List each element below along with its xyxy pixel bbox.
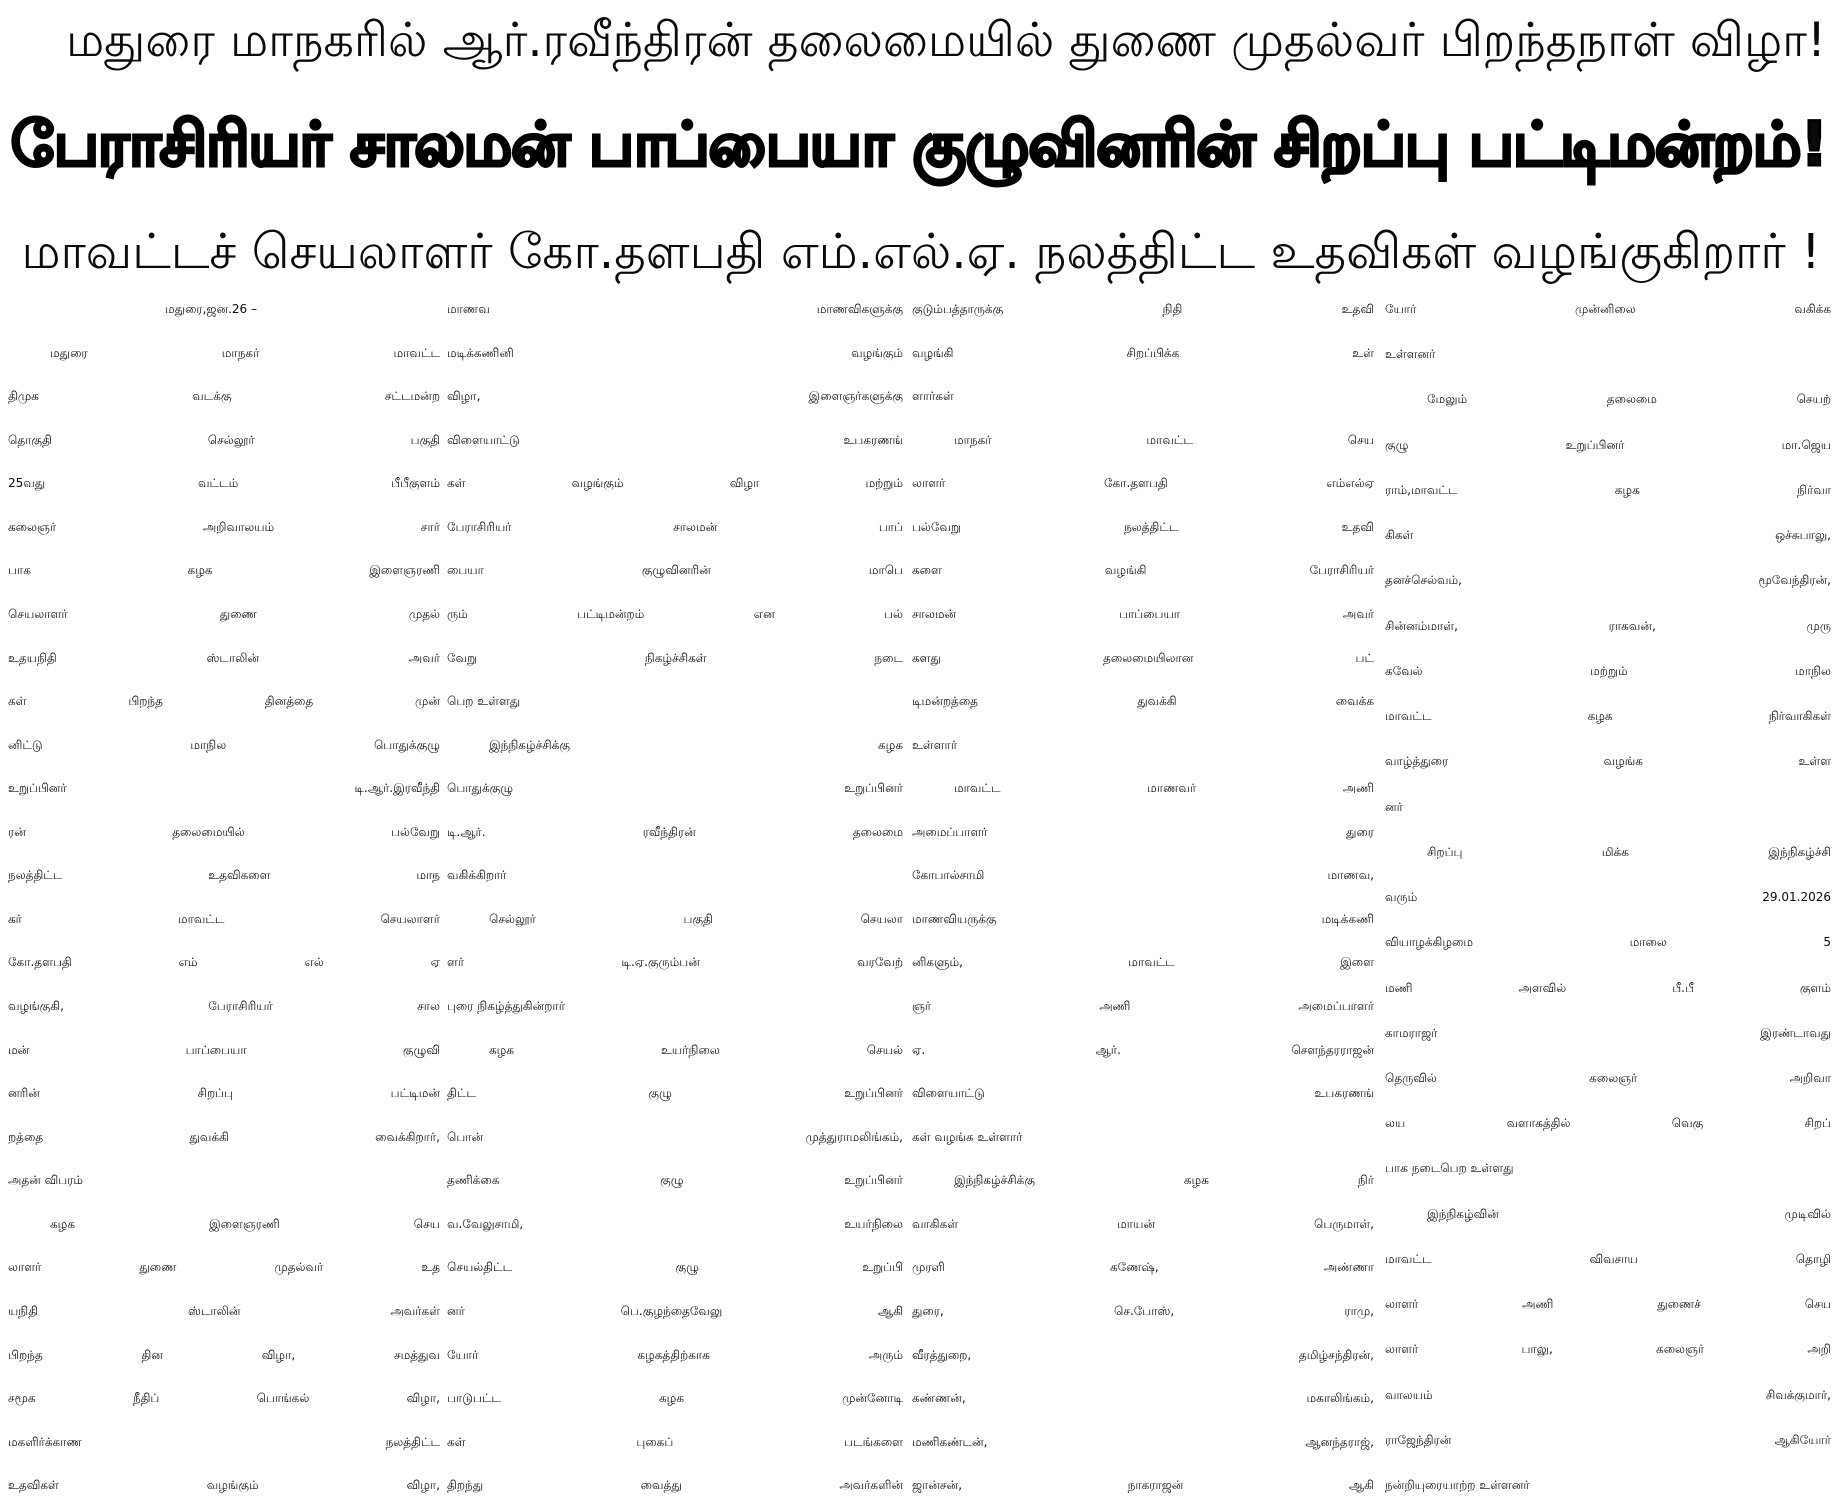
- text-line: லாளர் கோ.தளபதி எம்எல்ஏ: [912, 476, 1374, 491]
- text-line: விளையாட்டு உபகரணங்: [912, 1086, 1374, 1101]
- text-line: செல்லூர் பகுதி செயலா: [489, 911, 903, 926]
- text-line: தனச்செல்வம், மூவேந்திரன்,: [1385, 573, 1831, 588]
- text-line: பொன் முத்துராமலிங்கம்,: [447, 1129, 903, 1144]
- text-line: வேறு நிகழ்ச்சிகள் நடை: [447, 650, 903, 665]
- text-line: பிறந்த தின விழா, சமத்துவ: [8, 1347, 440, 1362]
- text-line: வாழ்த்துரை வழங்க உள்ள: [1385, 754, 1831, 769]
- text-line: சாலமன் பாப்பையா அவர்: [912, 606, 1374, 621]
- text-line: செயலாளர் துணை முதல்: [8, 606, 440, 621]
- text-line: ளர் டி.ஏ.குரும்பன் வரவேற்: [447, 955, 903, 970]
- text-line: களது தலைமையிலான பட்: [912, 650, 1374, 665]
- text-line: இந்நிகழ்ச்சிக்கு கழக: [489, 737, 903, 752]
- text-line: இந்நிகழ்வின் முடிவில்: [1427, 1206, 1831, 1221]
- text-line: னிட்டு மாநில பொதுக்குழு: [8, 737, 440, 752]
- text-line: பாக நடைபெற உள்ளது: [1385, 1161, 1514, 1176]
- text-line: னர்: [1385, 799, 1403, 814]
- text-line: காமராஜர் இரண்டாவது: [1385, 1025, 1831, 1040]
- text-line: மாவட்ட விவசாய தொழி: [1385, 1251, 1831, 1266]
- text-line: மேலும் தலைமை செயற்: [1427, 392, 1831, 407]
- text-line: னரின் சிறப்பு பட்டிமன்: [8, 1086, 440, 1101]
- article-column-1: [8, 302, 440, 1494]
- text-line: வாலயம் சிவக்குமார்,: [1385, 1387, 1831, 1402]
- text-line: லாளர் அணி துணைச் செய: [1385, 1297, 1831, 1312]
- text-line: சின்னம்மாள், ராகவன், முரு: [1385, 618, 1831, 633]
- text-line: வழங்குகி, பேராசிரியர் சால: [8, 999, 440, 1013]
- text-line: ளார்கள்: [912, 389, 954, 404]
- text-line: மாணவியருக்கு மடிக்கணி: [912, 911, 1374, 926]
- text-line: தணிக்கை குழு உறுப்பினர்: [447, 1173, 903, 1188]
- text-line: திறந்து வைத்து அவர்களின்: [447, 1478, 903, 1493]
- text-line: டி.ஆர். ரவீந்திரன் தலைமை: [447, 824, 903, 839]
- text-line: வகிக்கிறார்: [447, 868, 507, 883]
- text-line: பையா குழுவினரின் மாபெ: [447, 563, 903, 578]
- text-line: சமூக நீதிப் பொங்கல் விழா,: [8, 1391, 440, 1406]
- text-line: யநிதி ஸ்டாலின் அவர்கள்: [8, 1303, 440, 1318]
- text-line: குடும்பத்தாருக்கு நிதி உதவி: [912, 302, 1374, 316]
- text-line: மடிக்கணினி வழங்கும்: [447, 345, 903, 360]
- text-line: வழங்கி சிறப்பிக்க உள்: [912, 345, 1374, 360]
- article-column-3: [912, 302, 1374, 1494]
- text-line: மாவட்ட மாணவர் அணி: [954, 781, 1374, 796]
- article-column-4: [1385, 302, 1831, 1494]
- text-line: மாணவ மாணவிகளுக்கு: [447, 302, 903, 316]
- main-headline: [4, 88, 1834, 210]
- text-line: உறுப்பினர் டி.ஆர்.இரவீந்தி: [8, 781, 440, 796]
- text-line: அமைப்பாளர் துரை: [912, 824, 1374, 839]
- text-line: கழக உயர்நிலை செயல்: [489, 1042, 903, 1057]
- text-line: குழு உறுப்பினர் மா.ஜெய: [1385, 437, 1831, 452]
- text-line: கிகள் ஒச்சுபாலு,: [1385, 528, 1831, 543]
- text-line: லாளர் துணை முதல்வர் உத: [8, 1260, 440, 1275]
- text-line: கோபால்சாமி மாணவ,: [912, 868, 1374, 883]
- text-line: டிமன்றத்தை துவக்கி வைக்க: [912, 694, 1374, 709]
- text-line: புரை நிகழ்த்துகின்றார்: [447, 999, 565, 1013]
- text-line: தெருவில் கலைஞர் அறிவா: [1385, 1070, 1831, 1085]
- text-line: வீரத்துறை, தமிழ்சந்திரன்,: [912, 1347, 1374, 1362]
- text-line: ராம்,மாவட்ட கழக நிர்வா: [1385, 482, 1831, 497]
- text-line: வரும் 29.01.2026: [1385, 890, 1831, 905]
- text-line: ஜான்சன், நாகராஜன் ஆகி: [912, 1478, 1374, 1493]
- text-line: ஞர் அணி அமைப்பாளர்: [912, 999, 1374, 1013]
- text-line: முரளி கணேஷ், அண்ணா: [912, 1260, 1374, 1275]
- text-line: வியாழக்கிழமை மாலை 5: [1385, 935, 1831, 950]
- text-line: பேராசிரியர் சாலமன் பாப்: [447, 519, 903, 534]
- text-line: உதவிகள் வழங்கும் விழா,: [8, 1478, 440, 1493]
- text-line: கள் பிறந்த தினத்தை முன்: [8, 694, 440, 709]
- text-line: பாடுபட்ட கழக முன்னோடி: [447, 1391, 903, 1406]
- text-line: விளையாட்டு உபகரணங்: [447, 432, 903, 447]
- text-line: லய வளாகத்தில் வெகு சிறப்: [1385, 1116, 1831, 1131]
- text-line: பெற உள்ளது: [447, 694, 521, 709]
- text-line: கர் மாவட்ட செயலாளர்: [8, 911, 440, 926]
- text-line: 25வது வட்டம் பீபீகுளம்: [8, 476, 440, 491]
- text-line: விழா, இளைஞர்களுக்கு: [447, 389, 903, 404]
- text-line: உள்ளார்: [912, 737, 958, 752]
- text-line: பொதுக்குழு உறுப்பினர்: [447, 781, 903, 796]
- main-headline-text: பேராசிரியர் சாலமன் பாப்பையா குழுவினரின் சிறப்பு பட்டிமன்றம்!: [10, 110, 1828, 180]
- article-column-2: [447, 302, 903, 1494]
- deck-headline: [14, 214, 1828, 296]
- text-line: கள் புகைப் படங்களை: [447, 1434, 903, 1449]
- text-line: னிகளும், மாவட்ட இளை: [912, 955, 1374, 970]
- text-line: கழக இளைஞரணி செய: [50, 1216, 440, 1231]
- text-line: லாளர் பாலு, கலைஞர் அறி: [1385, 1342, 1831, 1357]
- dateline: மதுரை,ஜன.26 –: [165, 302, 257, 316]
- text-line: ரன் தலைமையில் பல்வேறு: [8, 824, 440, 839]
- text-line: ரும் பட்டிமன்றம் என பல்: [447, 606, 903, 621]
- text-line: மதுரை மாநகர் மாவட்ட: [50, 345, 440, 360]
- text-line: திமுக வடக்கு சட்டமன்ற: [8, 389, 440, 404]
- text-line: களை வழங்கி பேராசிரியர்: [912, 563, 1374, 578]
- kicker-headline-text: மதுரை மாநகரில் ஆர்.ரவீந்திரன் தலைமையில் துணை முதல்வர் பிறந்தநாள் விழா!: [65, 12, 1827, 68]
- text-line: மாவட்ட கழக நிர்வாகிகள்: [1385, 709, 1831, 724]
- text-line: மன் பாப்பையா குழுவி: [8, 1042, 440, 1057]
- text-line: மாநகர் மாவட்ட செய: [954, 432, 1374, 447]
- text-line: இந்நிகழ்ச்சிக்கு கழக நிர்: [954, 1173, 1374, 1188]
- text-line: கோ.தளபதி எம் எல் ஏ: [8, 955, 440, 970]
- text-line: பாக கழக இளைஞரணி: [8, 563, 440, 578]
- text-line: கள் வழங்க உள்ளார்: [912, 1129, 1023, 1144]
- text-line: துரை, செ.போஸ், ராமு,: [912, 1303, 1374, 1318]
- text-line: சிறப்பு மிக்க இந்நிகழ்ச்சி: [1427, 844, 1831, 859]
- text-line: தொகுதி செல்லூர் பகுதி: [8, 432, 440, 447]
- text-line: வாகிகள் மாயன் பெருமாள்,: [912, 1216, 1374, 1231]
- text-line: ஏ. ஆர். சௌந்தரராஜன்: [912, 1042, 1374, 1057]
- text-line: மணி அளவில் பீ.பீ குளம்: [1385, 980, 1831, 995]
- text-line: உதயநிதி ஸ்டாலின் அவர்: [8, 650, 440, 665]
- text-line: திட்ட குழு உறுப்பினர்: [447, 1086, 903, 1101]
- text-line: செயல்திட்ட குழு உறுப்பி: [447, 1260, 903, 1275]
- text-line: அதன் விபரம்: [8, 1173, 84, 1188]
- text-line: நன்றியுரையாற்ற உள்ளனர்: [1385, 1478, 1530, 1493]
- text-line: மகளிர்க்காண நலத்திட்ட: [8, 1434, 440, 1449]
- text-line: னர் பெ.குழந்தைவேலு ஆகி: [447, 1303, 903, 1318]
- text-line: யோர் கழகத்திற்காக அரும்: [447, 1347, 903, 1362]
- text-line: கவேல் மற்றும் மாநில: [1385, 663, 1831, 678]
- text-line: வ.வேலுசாமி, உயர்நிலை: [447, 1216, 903, 1231]
- text-line: யோர் முன்னிலை வகிக்க: [1385, 302, 1831, 316]
- text-line: றத்தை துவக்கி வைக்கிறார்,: [8, 1129, 440, 1144]
- text-line: கள் வழங்கும் விழா மற்றும்: [447, 476, 903, 491]
- text-line: கலைஞர் அறிவாலயம் சார்: [8, 519, 440, 534]
- text-line: கண்ணன், மகாலிங்கம்,: [912, 1391, 1374, 1406]
- kicker-headline: [60, 0, 1832, 86]
- text-line: உள்ளனர்: [1385, 347, 1436, 362]
- text-line: நலத்திட்ட உதவிகளை மாந: [8, 868, 440, 883]
- deck-headline-text: மாவட்டச் செயலாளர் கோ.தளபதி எம்.எல்.ஏ. நலத்திட்ட உதவிகள் வழங்குகிறார் !: [21, 224, 1821, 280]
- text-line: மணிகண்டன், ஆனந்தராஜ்,: [912, 1434, 1374, 1449]
- text-line: பல்வேறு நலத்திட்ட உதவி: [912, 519, 1374, 534]
- text-line: ராஜேந்திரன் ஆகியோர்: [1385, 1432, 1831, 1447]
